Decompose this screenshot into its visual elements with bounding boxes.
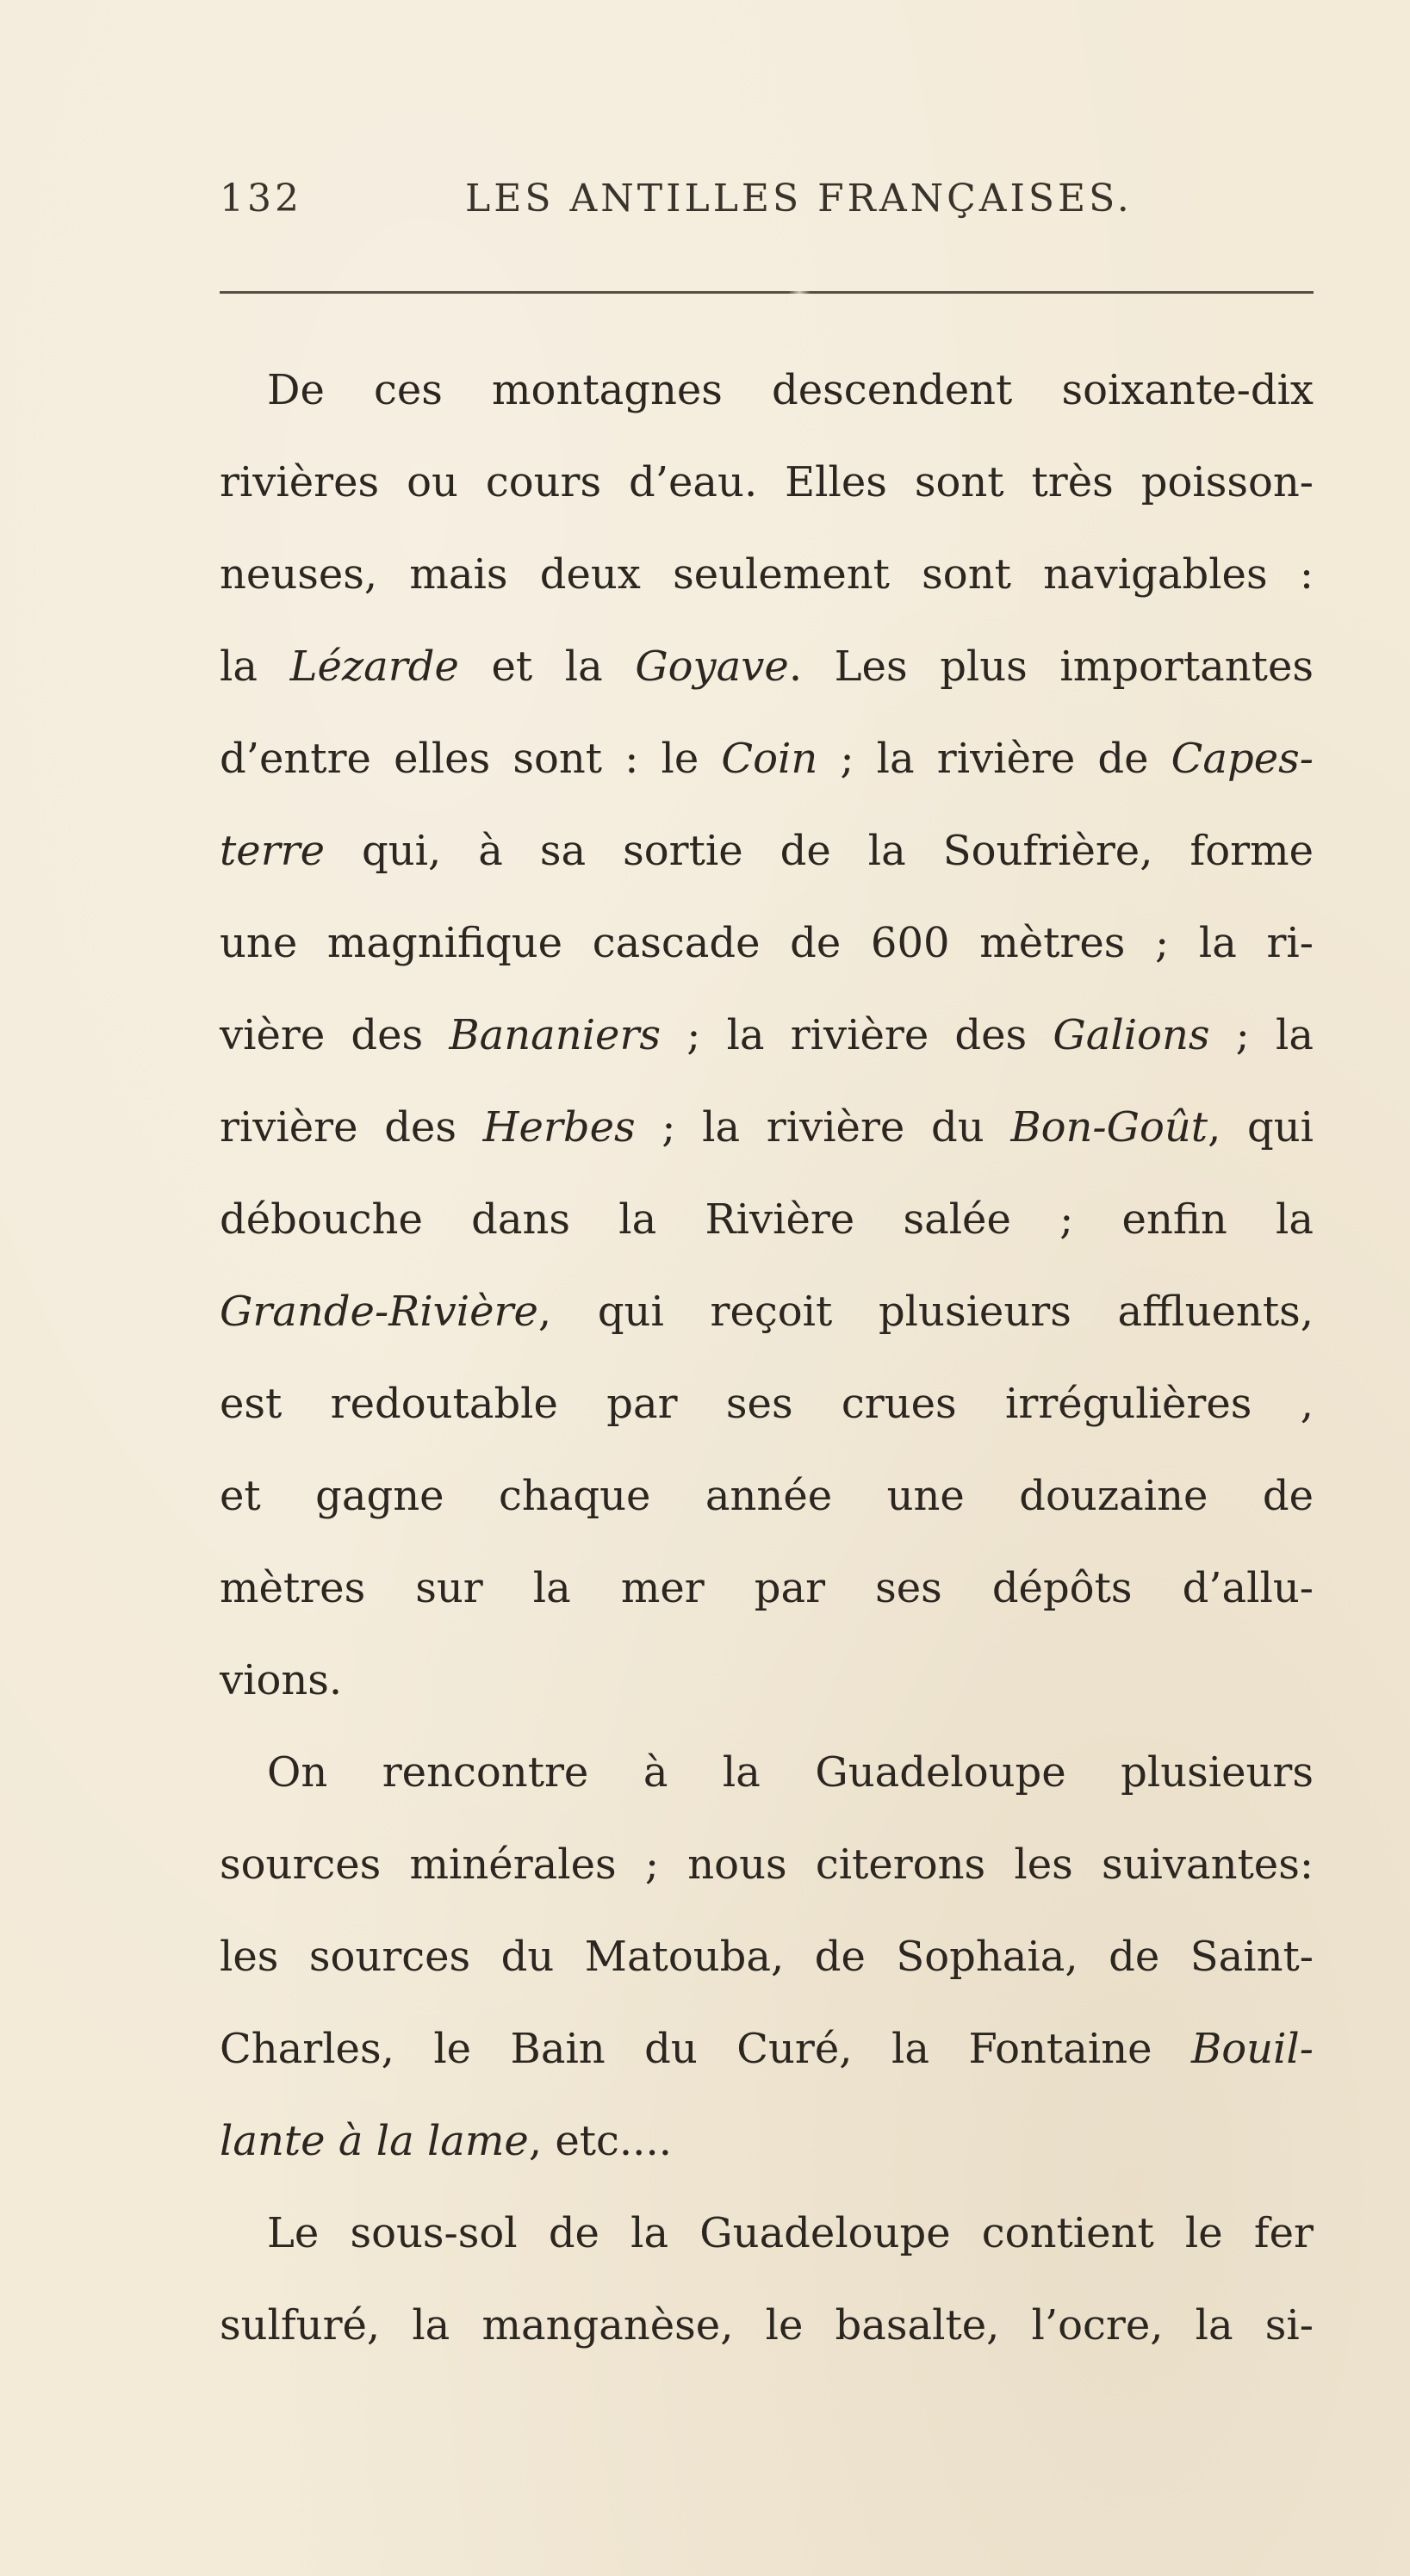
text-segment: On rencontre à la Guadeloupe plusieurs xyxy=(267,1748,1314,1797)
text-segment: rivières ou cours d’eau. Elles sont très poisson- xyxy=(220,458,1314,506)
italic-term: Coin xyxy=(721,735,818,783)
text-segment: la xyxy=(220,642,290,691)
text-line xyxy=(220,1082,1314,1174)
italic-term: Goyave xyxy=(635,642,789,691)
text-segment: est redoutable par ses crues irrégulières , xyxy=(220,1380,1314,1428)
italic-term: Bon-Goût xyxy=(1010,1103,1208,1151)
text-segment: , qui reçoit plusieurs affluents, xyxy=(537,1288,1314,1336)
text-segment: . Les plus importantes xyxy=(788,642,1314,691)
italic-term: Lézarde xyxy=(289,642,459,691)
text-line xyxy=(220,1358,1314,1450)
text-segment: sources minérales ; nous citerons les suivantes: xyxy=(220,1840,1314,1889)
text-segment: une magnifique cascade de 600 mètres ; la ri- xyxy=(220,919,1314,967)
text-line xyxy=(220,1266,1314,1358)
italic-term: terre xyxy=(220,827,325,875)
text-line xyxy=(220,621,1314,713)
italic-term: Galions xyxy=(1053,1011,1210,1059)
text-segment: ; la rivière des xyxy=(661,1011,1053,1059)
text-line xyxy=(220,2188,1314,2280)
text-segment: ; la xyxy=(1209,1011,1314,1059)
italic-term: Capes- xyxy=(1171,735,1314,783)
header-rule xyxy=(220,291,1314,294)
text-segment: ; la rivière de xyxy=(817,735,1171,783)
text-segment: qui, à sa sortie de la Soufrière, forme xyxy=(325,827,1314,875)
text-segment: mètres sur la mer par ses dépôts d’allu- xyxy=(220,1564,1314,1612)
text-segment: Le sous-sol de la Guadeloupe contient le fer xyxy=(267,2209,1314,2257)
text-segment: sulfuré, la manganèse, le basalte, l’ocre, la si- xyxy=(220,2301,1314,2349)
italic-term: Grande-Rivière xyxy=(220,1288,538,1336)
text-line xyxy=(220,2280,1314,2372)
text-line xyxy=(220,1635,1314,1727)
text-line xyxy=(220,805,1314,897)
text-line xyxy=(220,713,1314,805)
text-segment: débouche dans la Rivière salée ; enfin la xyxy=(220,1195,1314,1244)
text-segment: Charles, le Bain du Curé, la Fontaine xyxy=(220,2025,1191,2073)
text-line xyxy=(220,2095,1314,2188)
running-head xyxy=(220,177,1322,237)
text-line xyxy=(220,529,1314,621)
text-segment: , qui xyxy=(1208,1103,1314,1151)
text-segment: ; la rivière du xyxy=(635,1103,1011,1151)
text-line xyxy=(220,1911,1314,2003)
text-segment: et gagne chaque année une douzaine de xyxy=(220,1472,1314,1520)
text-line xyxy=(220,437,1314,529)
text-segment: et la xyxy=(458,642,636,691)
text-segment: les sources du Matouba, de Sophaia, de Saint- xyxy=(220,1933,1314,1981)
text-segment: , etc.... xyxy=(528,2117,672,2165)
text-line xyxy=(220,2003,1314,2095)
text-line xyxy=(220,990,1314,1082)
text-segment: d’entre elles sont : le xyxy=(220,735,722,783)
text-line xyxy=(220,1450,1314,1542)
text-segment: vions. xyxy=(220,1656,343,1704)
running-title: LES ANTILLES FRANÇAISES. xyxy=(465,177,1133,220)
italic-term: lante à la lame xyxy=(220,2117,529,2165)
text-line xyxy=(220,345,1314,437)
text-segment: De ces montagnes descendent soixante-dix xyxy=(267,366,1314,414)
text-line xyxy=(220,1174,1314,1266)
text-segment: neuses, mais deux seulement sont navigables : xyxy=(220,550,1314,599)
text-line xyxy=(220,1542,1314,1635)
italic-term: Bouil- xyxy=(1190,2025,1314,2073)
text-line xyxy=(220,1727,1314,1819)
italic-term: Bananiers xyxy=(449,1011,662,1059)
text-line xyxy=(220,897,1314,990)
italic-term: Herbes xyxy=(482,1103,636,1151)
text-line xyxy=(220,1819,1314,1911)
body-text xyxy=(220,345,1314,2372)
text-segment: vière des xyxy=(220,1011,450,1059)
page-number: 132 xyxy=(220,177,302,220)
text-segment: rivière des xyxy=(220,1103,483,1151)
